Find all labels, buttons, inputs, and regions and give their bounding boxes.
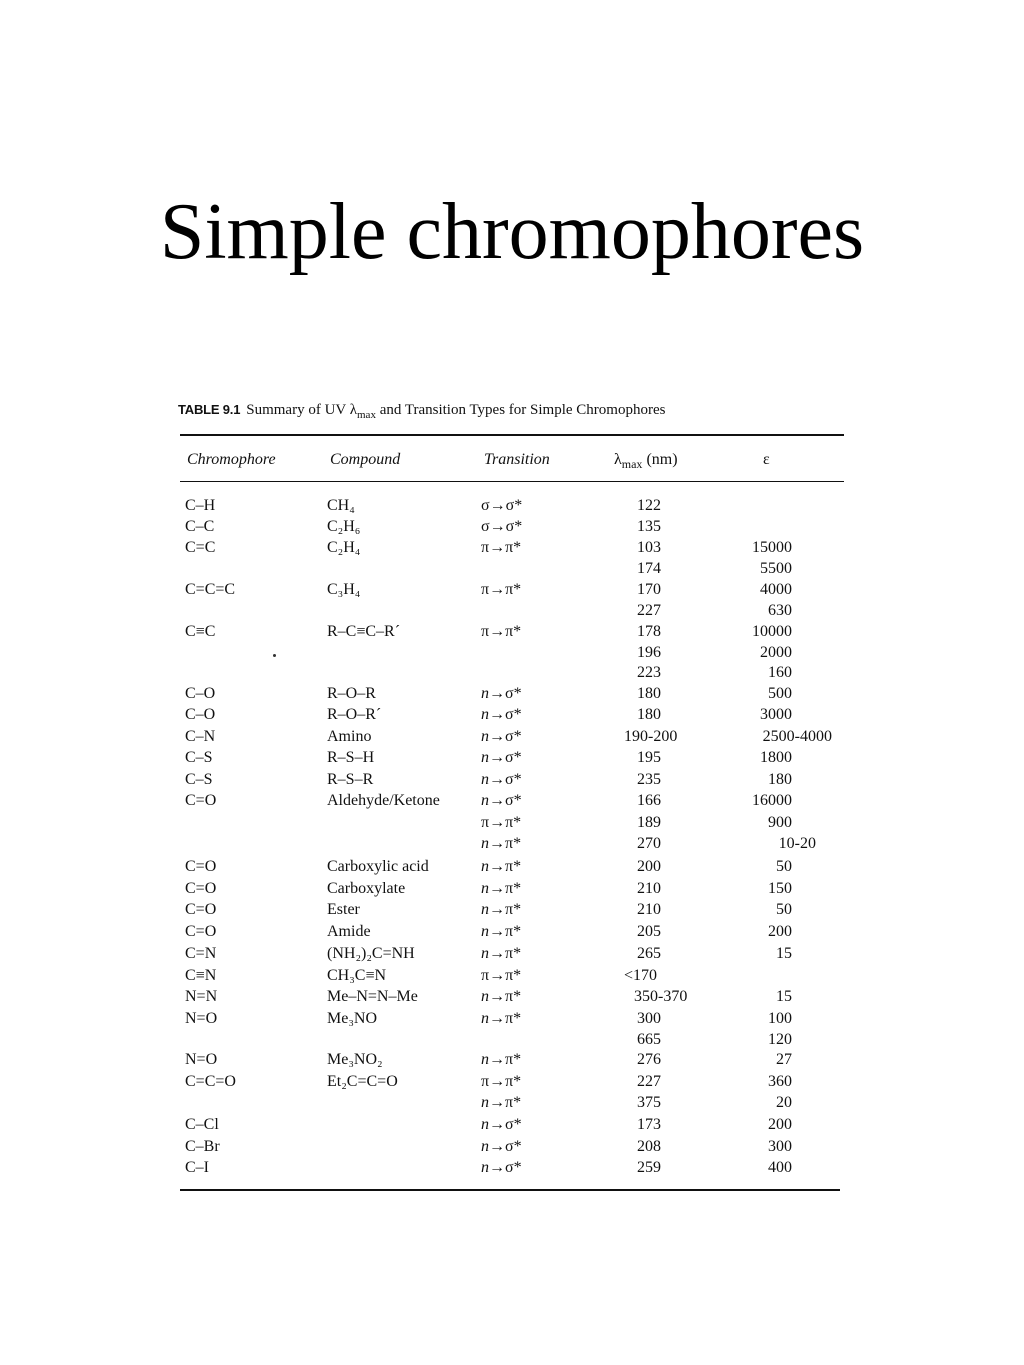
cell-chromophore: C–H (185, 497, 216, 514)
cell-transition: n→π* (481, 901, 522, 918)
cell-transition: n→σ* (481, 771, 522, 788)
cell-transition: n→π* (481, 1051, 522, 1068)
cell-chromophore: C=N (185, 945, 217, 962)
header-chromophore: Chromophore (187, 451, 276, 468)
cell-transition: n→σ* (481, 685, 522, 702)
cell-epsilon: 200 (768, 923, 792, 940)
cell-lambda-max: 210 (637, 880, 661, 897)
cell-transition: n→σ* (481, 728, 522, 745)
nonbonding-symbol: n (481, 880, 489, 897)
nonbonding-symbol: n (481, 901, 489, 918)
cell-lambda-max: 190-200 (624, 728, 678, 745)
cell-lambda-max: 173 (637, 1116, 661, 1133)
cell-epsilon: 500 (768, 685, 792, 702)
nonbonding-symbol: n (481, 1159, 489, 1176)
cell-compound: CH₄ (327, 497, 355, 514)
cell-transition: n→π* (481, 1010, 522, 1027)
cell-lambda-max: 103 (637, 539, 661, 556)
cell-transition: π→π* (481, 814, 522, 831)
cell-epsilon: 300 (768, 1138, 792, 1155)
caption-text-post: and Transition Types for Simple Chromophores (375, 402, 666, 418)
cell-lambda-max: 270 (637, 835, 661, 852)
cell-chromophore: C=O (185, 792, 217, 809)
cell-lambda-max: 174 (637, 560, 661, 577)
cell-lambda-max: 350-370 (634, 988, 688, 1005)
nonbonding-symbol: n (481, 771, 489, 788)
cell-lambda-max: 235 (637, 771, 661, 788)
header-lambda-unit: (nm) (642, 451, 678, 468)
cell-transition: n→π* (481, 835, 522, 852)
cell-lambda-max: 170 (637, 581, 661, 598)
cell-chromophore: C–O (185, 685, 216, 702)
cell-epsilon: 10-20 (778, 835, 816, 852)
cell-compound: Aldehyde/Ketone (327, 792, 440, 809)
cell-compound: Me₃NO₂ (327, 1051, 383, 1068)
cell-epsilon: 150 (768, 880, 792, 897)
cell-compound: C₂H₄ (327, 539, 361, 556)
cell-chromophore: C–C (185, 518, 215, 535)
cell-transition: σ→σ* (481, 518, 523, 535)
cell-epsilon: 20 (776, 1094, 792, 1111)
cell-transition: n→σ* (481, 749, 522, 766)
cell-epsilon: 5500 (760, 560, 792, 577)
cell-epsilon: 50 (776, 901, 792, 918)
cell-lambda-max: 300 (637, 1010, 661, 1027)
cell-transition: n→σ* (481, 1138, 522, 1155)
cell-epsilon: 2500-4000 (762, 728, 832, 745)
cell-chromophore: C–I (185, 1159, 209, 1176)
header-bottom-rule (180, 481, 844, 482)
header-lambda-symbol: λ (614, 451, 622, 468)
cell-lambda-max: 208 (637, 1138, 661, 1155)
cell-lambda-max: 227 (637, 602, 661, 619)
cell-lambda-max: 265 (637, 945, 661, 962)
cell-lambda-max: 180 (637, 706, 661, 723)
nonbonding-symbol: n (481, 1138, 489, 1155)
cell-transition: n→π* (481, 1094, 522, 1111)
cell-transition: σ→σ* (481, 497, 523, 514)
cell-epsilon: 100 (768, 1010, 792, 1027)
nonbonding-symbol: n (481, 1116, 489, 1133)
cell-lambda-max: 375 (637, 1094, 661, 1111)
cell-compound: R–O–R (327, 685, 376, 702)
cell-compound: C₃H₄ (327, 581, 361, 598)
nonbonding-symbol: n (481, 685, 489, 702)
cell-chromophore: C–Br (185, 1138, 220, 1155)
header-lambda-subscript: max (621, 457, 643, 472)
cell-transition: n→π* (481, 858, 522, 875)
cell-chromophore: N=N (185, 988, 218, 1005)
cell-lambda-max: 189 (637, 814, 661, 831)
cell-lambda-max: 122 (637, 497, 661, 514)
cell-chromophore: C≡N (185, 967, 217, 984)
cell-epsilon: 10000 (752, 623, 792, 640)
cell-chromophore: C–N (185, 728, 216, 745)
table-bottom-rule (180, 1189, 840, 1191)
cell-epsilon: 200 (768, 1116, 792, 1133)
cell-compound: Ester (327, 901, 360, 918)
cell-lambda-max: 195 (637, 749, 661, 766)
cell-chromophore: N=O (185, 1051, 218, 1068)
nonbonding-symbol: n (481, 706, 489, 723)
nonbonding-symbol: n (481, 792, 489, 809)
cell-lambda-max: 276 (637, 1051, 661, 1068)
cell-chromophore: C=C=O (185, 1073, 236, 1090)
cell-lambda-max: 200 (637, 858, 661, 875)
stray-dot (273, 654, 276, 657)
cell-compound: Et₂C=C=O (327, 1073, 398, 1090)
cell-compound: R–C≡C–R´ (327, 623, 401, 640)
cell-compound: R–O–R´ (327, 706, 382, 723)
cell-lambda-max: 227 (637, 1073, 661, 1090)
nonbonding-symbol: n (481, 1051, 489, 1068)
cell-compound: Me₃NO (327, 1010, 378, 1027)
nonbonding-symbol: n (481, 1010, 489, 1027)
cell-epsilon: 15 (776, 988, 792, 1005)
cell-epsilon: 2000 (760, 644, 792, 661)
header-compound: Compound (330, 451, 401, 468)
cell-lambda-max: 135 (637, 518, 661, 535)
cell-epsilon: 1800 (760, 749, 792, 766)
cell-epsilon: 120 (768, 1031, 792, 1048)
cell-epsilon: 360 (768, 1073, 792, 1090)
cell-transition: n→σ* (481, 1159, 522, 1176)
cell-transition: n→σ* (481, 792, 522, 809)
cell-chromophore: C–Cl (185, 1116, 219, 1133)
cell-transition: n→σ* (481, 1116, 522, 1133)
nonbonding-symbol: n (481, 728, 489, 745)
cell-transition: π→π* (481, 539, 522, 556)
cell-compound: Carboxylic acid (327, 858, 429, 875)
cell-transition: n→π* (481, 988, 522, 1005)
cell-transition: n→σ* (481, 706, 522, 723)
cell-compound: Me–N=N–Me (327, 988, 418, 1005)
cell-compound: Carboxylate (327, 880, 406, 897)
cell-compound: CH₃C≡N (327, 967, 387, 984)
nonbonding-symbol: n (481, 988, 489, 1005)
cell-chromophore: C=O (185, 880, 217, 897)
cell-chromophore: C–S (185, 771, 213, 788)
cell-lambda-max: 259 (637, 1159, 661, 1176)
cell-epsilon: 900 (768, 814, 792, 831)
nonbonding-symbol: n (481, 923, 489, 940)
cell-epsilon: 15000 (752, 539, 792, 556)
cell-epsilon: 4000 (760, 581, 792, 598)
cell-compound: C₂H₆ (327, 518, 361, 535)
header-epsilon: ε (763, 451, 770, 468)
caption-lambda-subscript: max (357, 409, 376, 421)
header-lambda-max (614, 451, 678, 472)
cell-lambda-max: 178 (637, 623, 661, 640)
cell-transition: n→π* (481, 880, 522, 897)
cell-compound: Amide (327, 923, 371, 940)
cell-epsilon: 180 (768, 771, 792, 788)
cell-compound: Amino (327, 728, 372, 745)
cell-compound: R–S–H (327, 749, 375, 766)
cell-lambda-max: 223 (637, 664, 661, 681)
cell-chromophore: C=O (185, 858, 217, 875)
header-transition: Transition (484, 451, 550, 468)
cell-chromophore: C–O (185, 706, 216, 723)
cell-lambda-max: 196 (637, 644, 661, 661)
cell-compound: (NH₂)₂C=NH (327, 945, 415, 962)
cell-epsilon: 400 (768, 1159, 792, 1176)
slide-title: Simple chromophores (159, 188, 865, 276)
table-label: TABLE 9.1 (178, 402, 241, 417)
cell-lambda-max: <170 (624, 967, 658, 984)
cell-epsilon: 16000 (752, 792, 792, 809)
nonbonding-symbol: n (481, 835, 489, 852)
cell-chromophore: N=O (185, 1010, 218, 1027)
cell-lambda-max: 665 (637, 1031, 661, 1048)
caption-text-pre: Summary of UV λ (246, 402, 357, 418)
cell-chromophore: C≡C (185, 623, 216, 640)
cell-chromophore: C=C=C (185, 581, 236, 598)
cell-epsilon: 160 (768, 664, 792, 681)
cell-epsilon: 15 (776, 945, 792, 962)
cell-lambda-max: 180 (637, 685, 661, 702)
cell-lambda-max: 205 (637, 923, 661, 940)
cell-epsilon: 50 (776, 858, 792, 875)
cell-lambda-max: 166 (637, 792, 661, 809)
cell-epsilon: 630 (768, 602, 792, 619)
table-top-rule (180, 434, 844, 436)
nonbonding-symbol: n (481, 1094, 489, 1111)
cell-epsilon: 3000 (760, 706, 792, 723)
cell-compound: R–S–R (327, 771, 374, 788)
table-caption (178, 402, 665, 421)
cell-transition: n→π* (481, 945, 522, 962)
cell-transition: π→π* (481, 581, 522, 598)
cell-transition: π→π* (481, 1073, 522, 1090)
nonbonding-symbol: n (481, 858, 489, 875)
cell-chromophore: C–S (185, 749, 213, 766)
cell-transition: π→π* (481, 967, 522, 984)
cell-transition: π→π* (481, 623, 522, 640)
cell-transition: n→π* (481, 923, 522, 940)
cell-chromophore: C=C (185, 539, 216, 556)
cell-chromophore: C=O (185, 901, 217, 918)
nonbonding-symbol: n (481, 945, 489, 962)
cell-epsilon: 27 (776, 1051, 792, 1068)
cell-lambda-max: 210 (637, 901, 661, 918)
cell-chromophore: C=O (185, 923, 217, 940)
nonbonding-symbol: n (481, 749, 489, 766)
